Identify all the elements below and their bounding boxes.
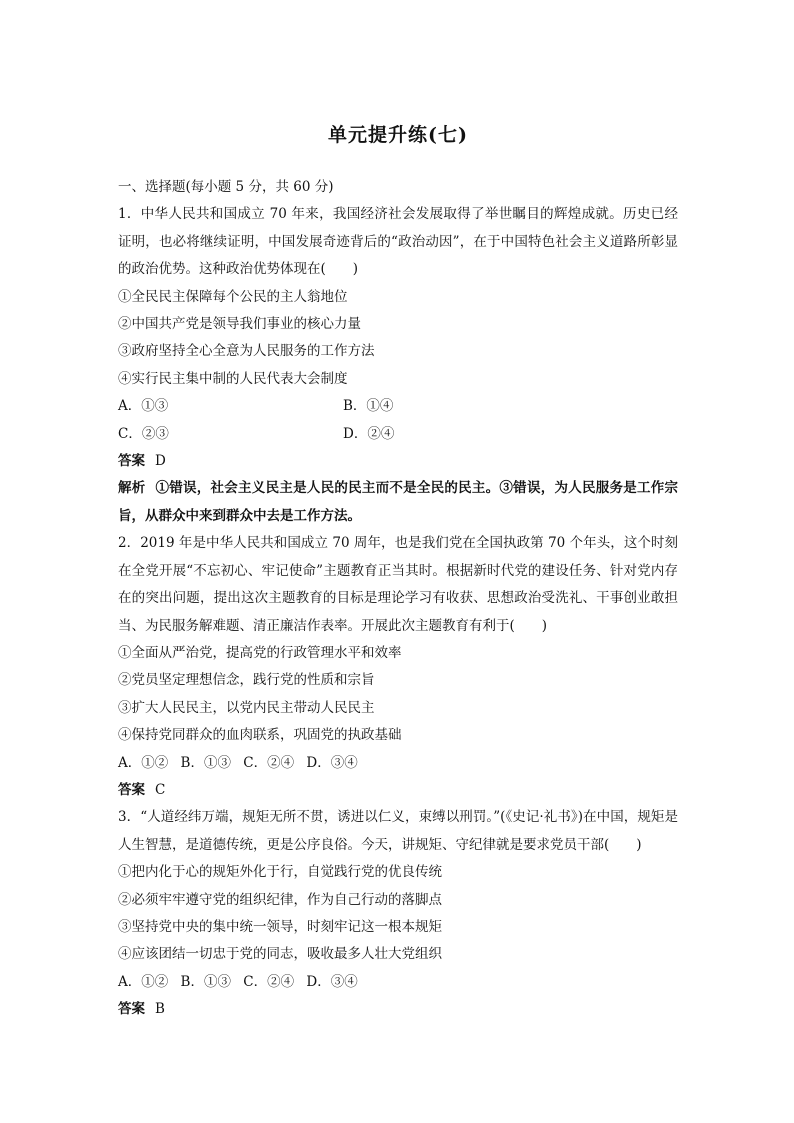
question-2-choice-d: D．③④ [306,754,358,771]
question-3-stem: 3．“人道经纬万端，规矩无所不贯，诱进以仁义，束缚以刑罚。”(《史记·礼书》)在中国，规矩是人生智慧，是道德传统，更是公序良俗。今天，讲规矩、守纪律就是要求党员干部( ) [118,809,678,853]
explanation-text: ①错误，社会主义民主是人民的民主而不是全民的民主。③错误，为人民服务是工作宗旨，从群众中来到群众中去是工作方法。 [118,480,679,524]
question-1-choice-c: C．②③ [118,425,169,442]
answer-value: D [155,453,166,470]
question-3 [118,804,678,1023]
question-2-answer [118,777,678,804]
question-1-option-1: ①全民民主保障每个公民的主人翁地位 [118,288,348,305]
question-1-option-3: ③政府坚持全心全意为人民服务的工作方法 [118,343,375,360]
question-1-option-2: ②中国共产党是领导我们事业的核心力量 [118,316,361,333]
question-3-choice-d: D．③④ [306,973,358,990]
question-2-option-4: ④保持党同群众的血肉联系，巩固党的执政基础 [118,727,402,744]
question-3-choice-c: C．②④ [243,973,295,990]
question-2-option-3: ③扩大人民民主，以党内民主带动人民民主 [118,699,375,716]
answer-value: C [155,781,166,798]
question-3-choice-b: B．①③ [180,973,231,990]
question-1-answer [118,448,678,475]
question-3-option-4: ④应该团结一切忠于党的同志，吸收最多人壮大党组织 [118,946,442,963]
section-heading: 一、选择题(每小题 5 分，共 60 分) [118,179,334,195]
document-page [118,120,678,1024]
explanation-label: 解析 [118,480,146,497]
question-3-choices [118,969,678,996]
question-3-answer [118,996,678,1023]
answer-label: 答案 [118,453,145,470]
question-2-choice-b: B．①③ [180,754,231,771]
answer-label: 答案 [118,781,145,798]
question-1 [118,201,678,530]
question-1-explanation [118,475,678,530]
question-3-option-1: ①把内化于心的规矩外化于行，自觉践行党的优良传统 [118,864,442,881]
question-1-choice-a: A．①③ [118,398,169,415]
question-1-choice-b: B．①④ [343,398,394,415]
question-1-stem: 1．中华人民共和国成立 70 年来，我国经济社会发展取得了举世瞩目的辉煌成就。历史已经证明，也必将继续证明，中国发展奇迹背后的“政治动因”，在于中国特色社会主义道路所彰显的政治优势。这种政治优势体现在( ) [118,206,678,278]
question-2-option-1: ①全面从严治党，提高党的行政管理水平和效率 [118,644,402,661]
question-2-option-2: ②党员坚定理想信念，践行党的性质和宗旨 [118,672,375,689]
answer-value: B [155,1001,165,1018]
question-1-option-4: ④实行民主集中制的人民代表大会制度 [118,370,348,387]
question-1-choices [118,393,678,448]
question-2-stem: 2．2019 年是中华人民共和国成立 70 周年，也是我们党在全国执政第 70 个年头，这个时刻在全党开展“不忘初心、牢记使命”主题教育正当其时。根据新时代党的建设任务、针对党内存在的突出问题，提出这次主题教育的目标是理论学习有收获、思想政治受洗礼、干事创业敢担当、为民服务解难题、清正廉洁作表率。开展此次主题教育有利于( ) [118,535,678,634]
question-2-choice-c: C．②④ [243,754,295,771]
question-2-choices [118,750,678,777]
question-3-option-3: ③坚持党中央的集中统一领导，时刻牢记这一根本规矩 [118,918,442,935]
question-2-choice-a: A．①② [118,754,169,771]
question-1-choice-d: D．②④ [343,425,395,442]
answer-label: 答案 [118,1001,145,1018]
question-2 [118,530,678,804]
page-title: 单元提升练(七) [328,124,468,146]
question-3-option-2: ②必须牢牢遵守党的组织纪律，作为自己行动的落脚点 [118,891,442,908]
question-3-choice-a: A．①② [118,973,169,990]
